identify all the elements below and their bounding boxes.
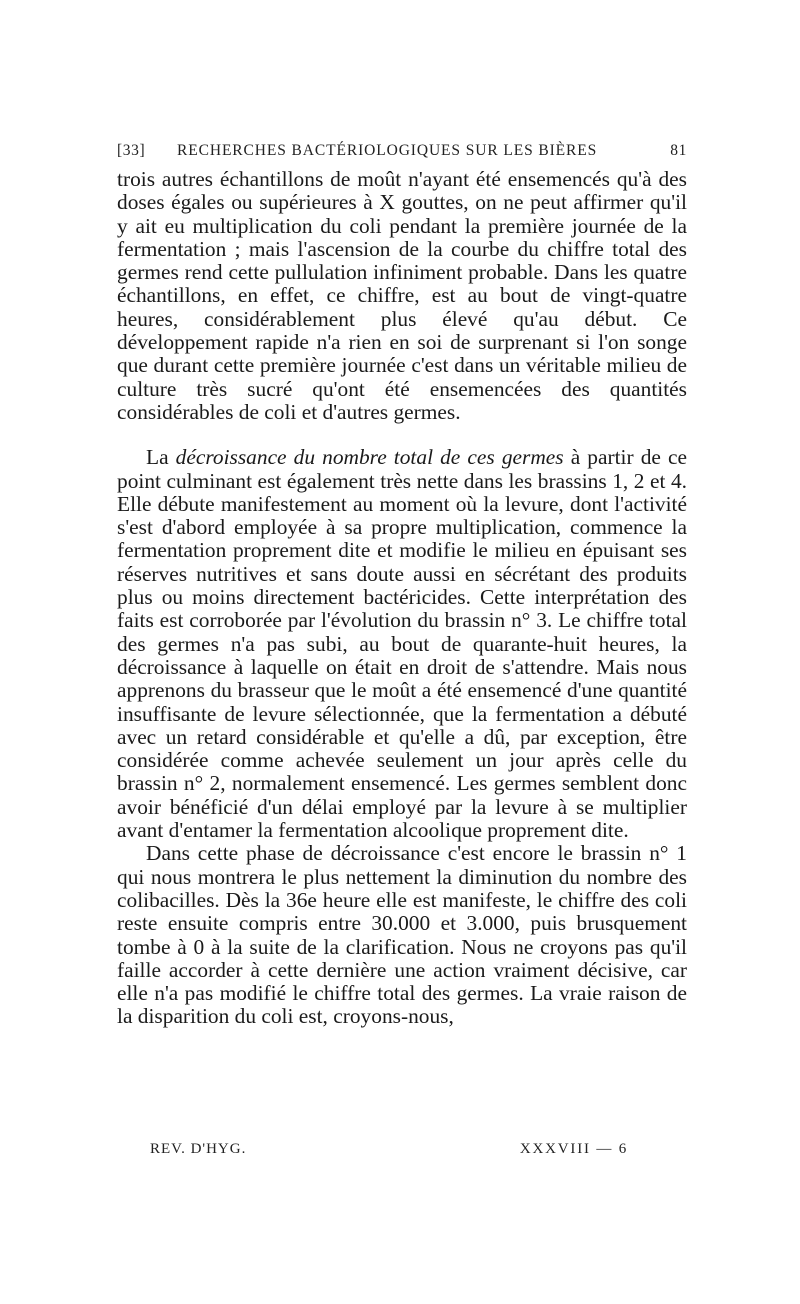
page-number: 81 (670, 142, 687, 159)
page-title: RECHERCHES BACTÉRIOLOGIQUES SUR LES BIÈRES (177, 142, 598, 159)
running-head (117, 138, 687, 166)
page-footer (150, 1141, 660, 1165)
journal-signature: REV. D'HYG. (150, 1141, 247, 1157)
paragraph-2-italic: décroissance du nombre total de ces germes (175, 445, 564, 470)
body-text (117, 168, 687, 1029)
paragraph-1-text: trois autres échantillons de moût n'ayant été ensemencés qu'à des doses égales ou supérieures à X gouttes, on ne peut affirmer qu'il y ait eu multiplication du coli pendant la première journée de la fermentation ; mais l'ascension de la courbe du chiffre total des germes rend cette pullulation infiniment probable. Dans les quatre échantillons, en effet, ce chiffre, est au bout de vingt-quatre heures, considérablement plus élevé qu'au début. Ce développement rapide n'a rien en soi de surprenant si l'on songe que durant cette première journée c'est dans un véritable milieu de culture très sucré qu'ont été ensemencées des quantités considérables de coli et d'autres germes. (117, 167, 687, 424)
volume-signature: XXXVIII — 6 (519, 1141, 628, 1157)
paragraph-2-rest: à partir de ce point culminant est également très nette dans les brassins 1, 2 et 4. Elle débute manifestement au moment où la levure, dont l'activité s'est d'abord employée à sa propre multiplication, commence la fermentation proprement dite et modifie le milieu en épuisant ses réserves nutritives et sans doute aussi en sécrétant des produits plus ou moins directement bactéricides. Cette interprétation des faits est corroborée par l'évolution du brassin n° 3. Le chiffre total des germes n'a pas subi, au bout de quarante-huit heures, la décroissance à laquelle on était en droit de s'attendre. Mais nous apprenons du brasseur que le moût a été ensemencé d'une quantité insuffisante de levure sélectionnée, que la fermentation a débuté avec un retard considérable et qu'elle a dû, par exception, être considérée comme achevée seulement un jour après celle du brassin n° 2, normalement ensemencé. Les germes semblent donc avoir bénéficié d'un délai employé par la levure à se multiplier avant d'entamer la fermentation alcoolique proprement dite. (117, 445, 687, 843)
paragraph-2 (117, 446, 687, 842)
paragraph-1 (117, 168, 687, 424)
page (117, 138, 687, 1029)
paragraph-3-text: Dans cette phase de décroissance c'est encore le brassin n° 1 qui nous montrera le plus nettement la diminution du nombre des colibacilles. Dès la 36e heure elle est manifeste, le chiffre des coli reste ensuite compris entre 30.000 et 3.000, puis brusquement tombe à 0 à la suite de la clarification. Nous ne croyons pas qu'il faille accorder à cette dernière une action vraiment décisive, car elle n'a pas modifié le chiffre total des germes. La vraie raison de la disparition du coli est, croyons-nous, (117, 841, 687, 1029)
paragraph-2-lead: La (146, 445, 176, 470)
section-mark: [33] (117, 142, 146, 159)
paragraph-3 (117, 842, 687, 1028)
